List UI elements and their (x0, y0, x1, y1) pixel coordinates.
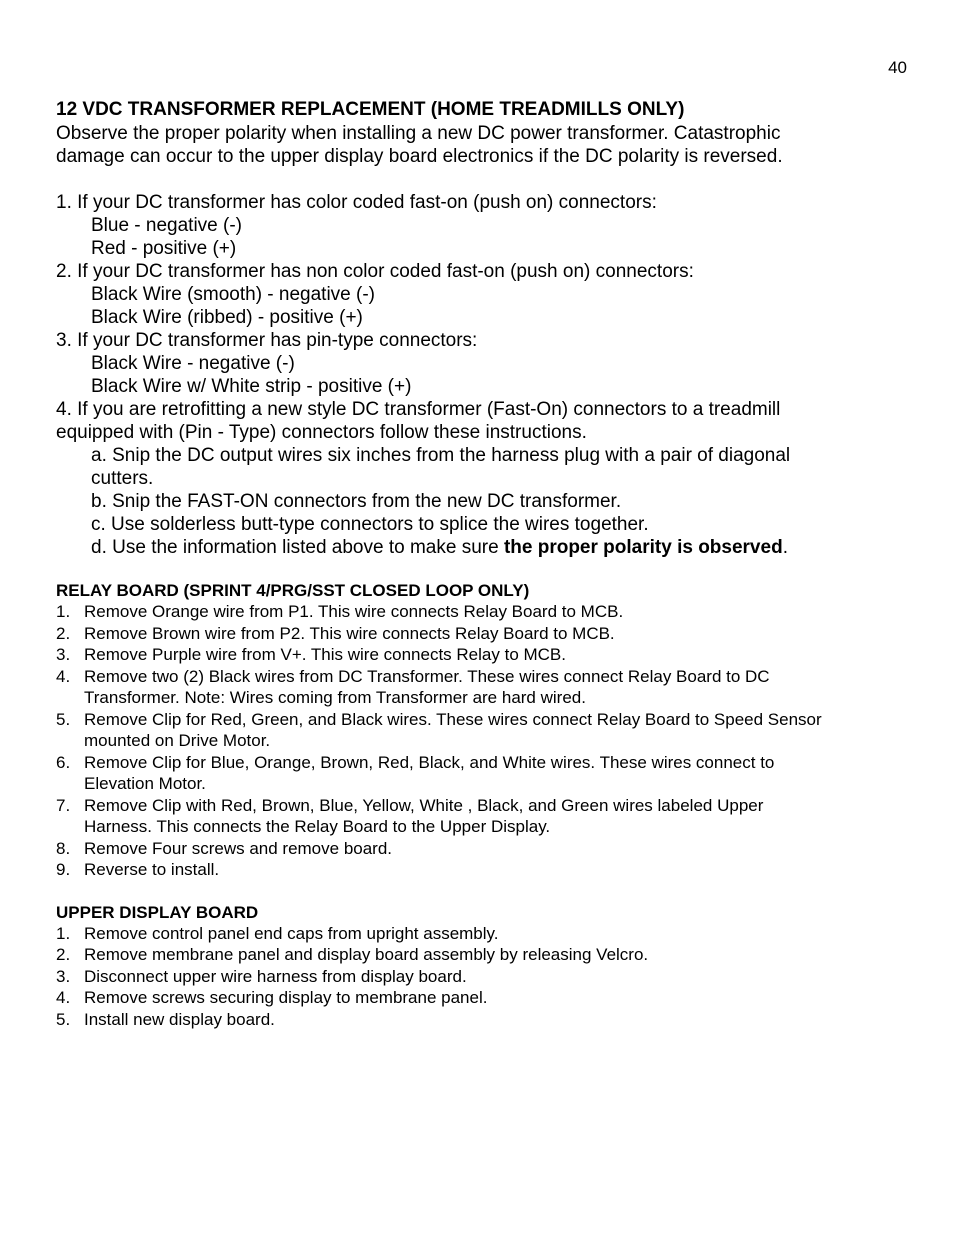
step-item (56, 838, 906, 860)
step-item (56, 923, 906, 945)
polarity-line: Blue - negative (-) (91, 215, 243, 236)
section-title-relay-board: RELAY BOARD (SPRINT 4/PRG/SST CLOSED LOOP ONLY) (56, 581, 530, 600)
step-item (56, 795, 906, 838)
step-item (56, 709, 906, 752)
instruction-d (56, 536, 906, 559)
step-text: Remove Brown wire from P2. This wire connects Relay Board to MCB. (84, 623, 615, 643)
step-number: 3. (56, 645, 71, 664)
instruction-a-cont: cutters. (91, 468, 154, 489)
step-text: Transformer. Note: Wires coming from Transformer are hard wired. (84, 688, 586, 707)
step-text: Remove Four screws and remove board. (84, 838, 393, 858)
step-text: Elevation Motor. (84, 774, 206, 793)
page-number: 40 (888, 58, 907, 77)
step-number: 7. (56, 795, 71, 815)
step-text: Remove Orange wire from P1. This wire connects Relay Board to MCB. (84, 602, 624, 621)
step-text: Remove two (2) Black wires from DC Transformer. These wires connect Relay Board to DC (84, 666, 770, 686)
step-item (56, 859, 906, 881)
polarity-line: Black Wire (ribbed) - positive (+) (91, 307, 363, 328)
upper-display-steps (56, 923, 906, 1031)
step-item (56, 644, 906, 666)
step-item (56, 966, 906, 988)
transformer-item-1: 1. If your DC transformer has color coded fast-on (push on) connectors: (56, 192, 657, 213)
step-item (56, 944, 906, 966)
polarity-line: Red - positive (+) (91, 238, 237, 259)
transformer-item-4-cont: equipped with (Pin - Type) connectors follow these instructions. (56, 422, 587, 443)
polarity-line: Black Wire (smooth) - negative (-) (91, 284, 376, 305)
step-number: 3. (56, 966, 71, 986)
step-text: Harness. This connects the Relay Board to the Upper Display. (84, 817, 551, 836)
instruction-d-end: . (782, 537, 788, 558)
step-text: Remove screws securing display to membrane panel. (84, 988, 488, 1007)
step-text: Install new display board. (84, 1009, 275, 1029)
step-number: 5. (56, 1009, 71, 1029)
step-item (56, 752, 906, 795)
step-item (56, 601, 906, 623)
step-number: 9. (56, 860, 71, 879)
instruction-d-text: d. Use the information listed above to make sure (91, 537, 504, 558)
step-number: 2. (56, 945, 71, 964)
step-text: mounted on Drive Motor. (84, 731, 271, 750)
intro-line: Observe the proper polarity when installing a new DC power transformer. Catastrophic (56, 123, 781, 144)
step-number: 5. (56, 709, 71, 729)
step-text: Remove membrane panel and display board assembly by releasing Velcro. (84, 945, 649, 964)
step-item (56, 623, 906, 645)
polarity-line: Black Wire w/ White strip - positive (+) (91, 376, 412, 397)
step-item (56, 987, 906, 1009)
section-title-upper-display: UPPER DISPLAY BOARD (56, 902, 259, 922)
step-number: 8. (56, 838, 71, 858)
step-text: Remove Clip with Red, Brown, Blue, Yellow, White , Black, and Green wires labeled Upper (84, 795, 764, 815)
instruction-b: b. Snip the FAST-ON connectors from the new DC transformer. (91, 491, 622, 512)
step-text: Remove Clip for Red, Green, and Black wires. These wires connect Relay Board to Speed Sensor (84, 709, 822, 729)
intro-line: damage can occur to the upper display board electronics if the DC polarity is reversed. (56, 146, 783, 167)
instruction-d-emphasis: the proper polarity is observed (503, 537, 783, 558)
relay-board-steps (56, 601, 906, 881)
transformer-item-4: 4. If you are retrofitting a new style DC transformer (Fast-On) connectors to a treadmill (56, 399, 781, 420)
step-text: Remove control panel end caps from upright assembly. (84, 923, 499, 943)
section-title-transformer: 12 VDC TRANSFORMER REPLACEMENT (HOME TREADMILLS ONLY) (56, 99, 685, 120)
step-text: Remove Clip for Blue, Orange, Brown, Red, Black, and White wires. These wires connect to (84, 752, 775, 772)
step-text: Remove Purple wire from V+. This wire connects Relay to MCB. (84, 645, 566, 664)
step-number: 1. (56, 923, 71, 943)
step-number: 2. (56, 623, 71, 643)
polarity-line: Black Wire - negative (-) (91, 353, 295, 374)
transformer-item-3: 3. If your DC transformer has pin-type connectors: (56, 330, 478, 351)
instruction-c: c. Use solderless butt-type connectors to splice the wires together. (91, 514, 649, 535)
step-number: 1. (56, 602, 71, 621)
step-item (56, 666, 906, 709)
page-content (56, 98, 906, 1030)
step-number: 4. (56, 666, 71, 686)
transformer-item-2: 2. If your DC transformer has non color coded fast-on (push on) connectors: (56, 261, 694, 282)
step-item (56, 1009, 906, 1031)
step-text: Reverse to install. (84, 860, 220, 879)
step-text: Disconnect upper wire harness from display board. (84, 966, 467, 986)
step-number: 4. (56, 988, 71, 1007)
step-number: 6. (56, 752, 71, 772)
instruction-a: a. Snip the DC output wires six inches from the harness plug with a pair of diagonal (91, 445, 791, 466)
